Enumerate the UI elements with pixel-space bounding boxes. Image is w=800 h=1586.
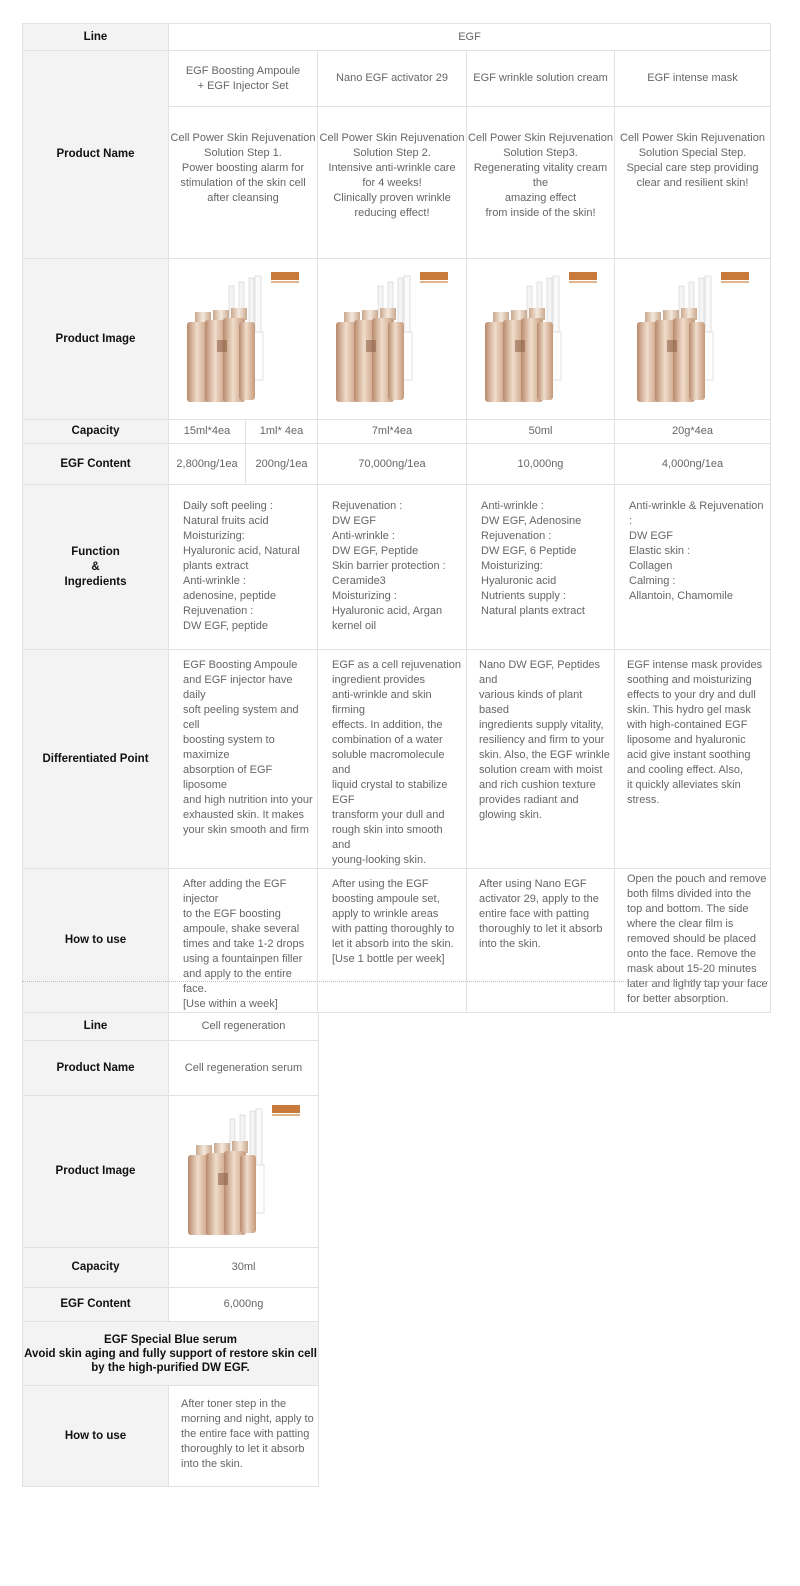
product-name-1: EGF Boosting Ampoule + EGF Injector Set	[169, 51, 318, 107]
cell-product-image	[169, 1096, 319, 1248]
product-name-4: EGF intense mask	[615, 51, 771, 107]
capacity-2: 7ml*4ea	[318, 420, 467, 444]
egf-content-1a: 2,800ng/1ea	[169, 444, 246, 485]
product-subtitle-2: Cell Power Skin Rejuvenation Solution Step 2. Intensive anti-wrinkle care for 4 weeks! Clinically proven wrinkle reducing effect!	[318, 107, 467, 259]
egf-content-2: 70,000ng/1ea	[318, 444, 467, 485]
product-image-2	[318, 259, 467, 420]
line-label-2: Line	[23, 1013, 169, 1041]
differentiated-1: EGF Boosting Ampoule and EGF injector have daily soft peeling system and cell boosting system to maximize absorption of EGF liposome and high nutrition into your exhausted skin. It makes your skin smooth and firm	[169, 650, 318, 869]
egf-content-1b: 200ng/1ea	[246, 444, 318, 485]
product-image-label: Product Image	[23, 259, 169, 420]
cell-product-name: Cell regeneration serum	[169, 1041, 319, 1096]
differentiated-3: Nano DW EGF, Peptides and various kinds of plant based ingredients supply vitality, resiliency and firm to your skin. Also, the EGF wrinkle solution cream with moist and rich cushion texture provides radiant and glowing skin.	[467, 650, 615, 869]
special-serum-note: EGF Special Blue serum Avoid skin aging and fully support of restore skin cell by the high-purified DW EGF.	[23, 1322, 319, 1386]
how-to-use-label: How to use	[23, 869, 169, 1013]
product-name-label-2: Product Name	[23, 1041, 169, 1096]
egf-content-3: 10,000ng	[467, 444, 615, 485]
differentiated-point-label: Differentiated Point	[23, 650, 169, 869]
capacity-label: Capacity	[23, 420, 169, 444]
line-label: Line	[23, 24, 169, 51]
capacity-1b: 1ml* 4ea	[246, 420, 318, 444]
how-to-use-label-2: How to use	[23, 1386, 169, 1487]
product-image-3	[467, 259, 615, 420]
capacity-3: 50ml	[467, 420, 615, 444]
capacity-1a: 15ml*4ea	[169, 420, 246, 444]
function-4: Anti-wrinkle & Rejuvenation : DW EGF Elastic skin : Collagen Calming : Allantoin, Chamomile	[615, 485, 771, 650]
cell-regeneration-table	[22, 1012, 319, 1487]
how-to-use-3: After using Nano EGF activator 29, apply to the entire face with patting thoroughly to let it absorb into the skin.	[467, 869, 615, 1013]
how-to-use-1: After adding the EGF injector to the EGF boosting ampoule, shake several times and take 1-2 drops using a fountainpen filler and apply to the entire face. [Use within a week]	[169, 869, 318, 1013]
product-subtitle-1: Cell Power Skin Rejuvenation Solution Step 1. Power boosting alarm for stimulation of the skin cell after cleansing	[169, 107, 318, 259]
product-image-label-2: Product Image	[23, 1096, 169, 1248]
product-subtitle-3: Cell Power Skin Rejuvenation Solution Step3. Regenerating vitality cream the amazing effect from inside of the skin!	[467, 107, 615, 259]
function-3: Anti-wrinkle : DW EGF, Adenosine Rejuvenation : DW EGF, 6 Peptide Moisturizing: Hyaluronic acid Nutrients supply : Natural plants extract	[467, 485, 615, 650]
function-1: Daily soft peeling : Natural fruits acid Moisturizing: Hyaluronic acid, Natural plants extract Anti-wrinkle : adenosine, peptide Rejuvenation : DW EGF, peptide	[169, 485, 318, 650]
product-image-4	[615, 259, 771, 420]
how-to-use-4: Open the pouch and remove both films divided into the top and bottom. The side where the clear film is removed should be placed onto the face. Remove the mask about 15-20 minutes later and lightly tap your face for better absorption.	[615, 869, 771, 1013]
product-subtitle-4: Cell Power Skin Rejuvenation Solution Special Step. Special care step providing clear and resilient skin!	[615, 107, 771, 259]
capacity-4: 20g*4ea	[615, 420, 771, 444]
how-to-use-2: After using the EGF boosting ampoule set, apply to wrinkle areas with patting thoroughly to let it absorb into the skin. [Use 1 bottle per week]	[318, 869, 467, 1013]
capacity-label-2: Capacity	[23, 1248, 169, 1288]
cell-how-to-use: After toner step in the morning and night, apply to the entire face with patting thoroughly to let it absorb into the skin.	[169, 1386, 319, 1487]
product-image-1	[169, 259, 318, 420]
function-ingredients-label: Function & Ingredients	[23, 485, 169, 650]
line-value-cell: Cell regeneration	[169, 1013, 319, 1041]
egf-content-label-2: EGF Content	[23, 1288, 169, 1322]
differentiated-4: EGF intense mask provides soothing and moisturizing effects to your dry and dull skin. This hydro gel mask with high-contained EGF liposome and hyaluronic acid give instant soothing and cooling effect. Also, it quickly alleviates skin stress.	[615, 650, 771, 869]
egf-line-table	[22, 23, 771, 1013]
egf-content-4: 4,000ng/1ea	[615, 444, 771, 485]
line-value-egf: EGF	[169, 24, 771, 51]
product-name-2: Nano EGF activator 29	[318, 51, 467, 107]
product-name-3: EGF wrinkle solution cream	[467, 51, 615, 107]
function-2: Rejuvenation : DW EGF Anti-wrinkle : DW EGF, Peptide Skin barrier protection : Ceramide3 Moisturizing : Hyaluronic acid, Argan kernel oil	[318, 485, 467, 650]
section-divider	[22, 981, 768, 982]
egf-content-label: EGF Content	[23, 444, 169, 485]
cell-capacity: 30ml	[169, 1248, 319, 1288]
product-name-label: Product Name	[23, 51, 169, 259]
cell-egf-content: 6,000ng	[169, 1288, 319, 1322]
differentiated-2: EGF as a cell rejuvenation ingredient provides anti-wrinkle and skin firming effects. In addition, the combination of a water soluble macromolecule and liquid crystal to stabilize EGF transform your dull and rough skin into smooth and young-looking skin.	[318, 650, 467, 869]
